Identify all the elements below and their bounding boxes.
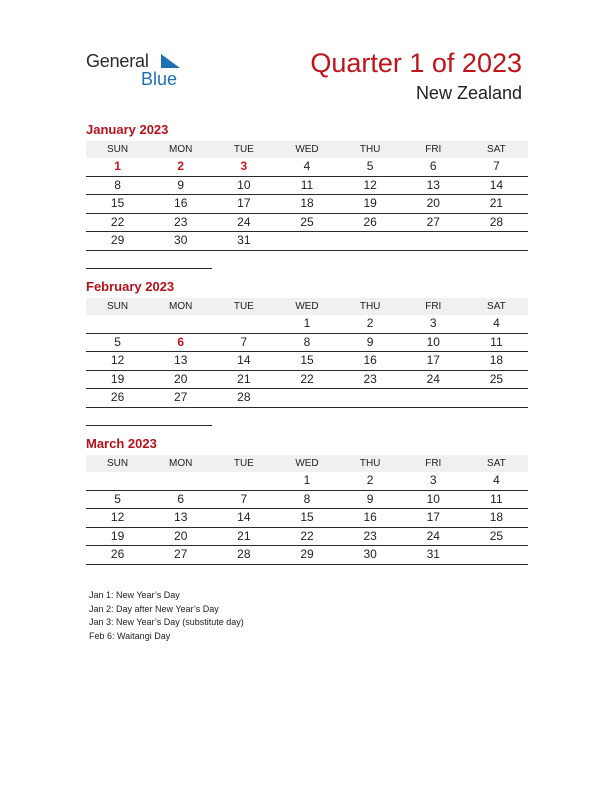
weekday-header: FRI (402, 298, 465, 315)
day-cell: 22 (275, 371, 338, 390)
day-cell: 16 (339, 352, 402, 371)
day-cell: 2 (339, 472, 402, 491)
day-cell: 17 (212, 195, 275, 214)
day-cell: 4 (465, 472, 528, 491)
day-cell: 7 (212, 334, 275, 353)
month-january (86, 121, 528, 269)
weekday-header: TUE (212, 298, 275, 315)
day-cell: 15 (275, 352, 338, 371)
day-cell: 20 (149, 371, 212, 390)
day-cell: 13 (402, 177, 465, 196)
weekday-header: SUN (86, 141, 149, 158)
day-cell: 4 (465, 315, 528, 334)
weekday-header: TUE (212, 141, 275, 158)
day-cell: 25 (465, 371, 528, 390)
day-cell: 8 (275, 334, 338, 353)
day-cell: 25 (275, 214, 338, 233)
day-cell: 1 (275, 315, 338, 334)
day-cell (212, 315, 275, 334)
day-cell: 16 (149, 195, 212, 214)
month-february (86, 278, 528, 426)
day-cell (339, 232, 402, 251)
day-cell: 16 (339, 509, 402, 528)
day-cell: 22 (86, 214, 149, 233)
holiday-day-cell: 3 (212, 158, 275, 177)
day-cell: 6 (402, 158, 465, 177)
weekday-header: WED (275, 455, 338, 472)
day-cell: 27 (149, 389, 212, 408)
weekday-header: THU (339, 141, 402, 158)
day-cell: 17 (402, 509, 465, 528)
day-cell: 24 (212, 214, 275, 233)
day-cell: 1 (275, 472, 338, 491)
day-cell (275, 389, 338, 408)
weekday-header: FRI (402, 455, 465, 472)
day-cell (275, 232, 338, 251)
day-cell: 26 (86, 546, 149, 565)
holiday-notes (89, 589, 244, 643)
page-title: Quarter 1 of 2023 (310, 48, 522, 78)
month-title: March 2023 (86, 436, 157, 451)
day-cell (86, 472, 149, 491)
day-cell: 23 (339, 371, 402, 390)
weekday-header: WED (275, 298, 338, 315)
day-cell (212, 472, 275, 491)
weekday-header: MON (149, 141, 212, 158)
calendar-grid (86, 455, 528, 565)
day-cell (86, 315, 149, 334)
day-cell: 24 (402, 528, 465, 547)
day-cell (86, 408, 149, 427)
weekday-header: SAT (465, 455, 528, 472)
day-cell: 9 (149, 177, 212, 196)
day-cell: 18 (465, 509, 528, 528)
day-cell: 26 (339, 214, 402, 233)
day-cell: 10 (402, 491, 465, 510)
day-cell: 20 (149, 528, 212, 547)
day-cell: 19 (339, 195, 402, 214)
day-cell: 21 (212, 371, 275, 390)
day-cell: 12 (86, 509, 149, 528)
calendar-grid (86, 298, 528, 426)
day-cell (465, 389, 528, 408)
weekday-header: TUE (212, 455, 275, 472)
day-cell: 18 (275, 195, 338, 214)
day-cell (149, 408, 212, 427)
day-cell: 14 (465, 177, 528, 196)
day-cell (402, 232, 465, 251)
calendar-grid (86, 141, 528, 269)
day-cell (149, 315, 212, 334)
day-cell: 14 (212, 352, 275, 371)
day-cell: 5 (339, 158, 402, 177)
day-cell (149, 251, 212, 270)
day-cell: 3 (402, 472, 465, 491)
day-cell: 11 (465, 491, 528, 510)
month-title: January 2023 (86, 122, 169, 137)
weekday-header: FRI (402, 141, 465, 158)
day-cell: 6 (149, 491, 212, 510)
day-cell: 9 (339, 491, 402, 510)
country-name: New Zealand (415, 83, 522, 103)
day-cell: 8 (275, 491, 338, 510)
day-cell: 15 (275, 509, 338, 528)
day-cell: 27 (402, 214, 465, 233)
day-cell: 10 (402, 334, 465, 353)
day-cell (465, 546, 528, 565)
day-cell (465, 232, 528, 251)
logo (86, 50, 196, 90)
day-cell: 17 (402, 352, 465, 371)
day-cell: 15 (86, 195, 149, 214)
day-cell: 30 (339, 546, 402, 565)
day-cell: 2 (339, 315, 402, 334)
holiday-day-cell: 2 (149, 158, 212, 177)
day-cell: 11 (275, 177, 338, 196)
month-title: February 2023 (86, 279, 175, 294)
day-cell: 23 (339, 528, 402, 547)
day-cell: 29 (86, 232, 149, 251)
logo-word-blue: Blue (141, 69, 178, 89)
day-cell: 25 (465, 528, 528, 547)
weekday-header: WED (275, 141, 338, 158)
holiday-note: Jan 2: Day after New Year’s Day (89, 603, 219, 614)
day-cell: 31 (402, 546, 465, 565)
weekday-header: MON (149, 455, 212, 472)
day-cell: 22 (275, 528, 338, 547)
day-cell: 24 (402, 371, 465, 390)
logo-triangle-icon (158, 54, 182, 68)
day-cell: 12 (339, 177, 402, 196)
day-cell: 3 (402, 315, 465, 334)
day-cell (339, 389, 402, 408)
day-cell: 7 (212, 491, 275, 510)
day-cell: 18 (465, 352, 528, 371)
weekday-header: THU (339, 455, 402, 472)
day-cell: 30 (149, 232, 212, 251)
weekday-header: SAT (465, 298, 528, 315)
logo-word-general: General (86, 51, 149, 71)
day-cell: 21 (465, 195, 528, 214)
day-cell: 14 (212, 509, 275, 528)
day-cell: 27 (149, 546, 212, 565)
day-cell: 4 (275, 158, 338, 177)
day-cell: 28 (212, 389, 275, 408)
day-cell: 31 (212, 232, 275, 251)
day-cell: 29 (275, 546, 338, 565)
weekday-header: SAT (465, 141, 528, 158)
day-cell: 20 (402, 195, 465, 214)
holiday-day-cell: 1 (86, 158, 149, 177)
day-cell: 13 (149, 352, 212, 371)
day-cell (86, 251, 149, 270)
day-cell: 10 (212, 177, 275, 196)
day-cell (402, 389, 465, 408)
day-cell: 7 (465, 158, 528, 177)
day-cell: 19 (86, 528, 149, 547)
day-cell: 23 (149, 214, 212, 233)
day-cell: 26 (86, 389, 149, 408)
day-cell: 8 (86, 177, 149, 196)
day-cell: 9 (339, 334, 402, 353)
day-cell: 11 (465, 334, 528, 353)
weekday-header: SUN (86, 455, 149, 472)
day-cell: 13 (149, 509, 212, 528)
weekday-header: MON (149, 298, 212, 315)
day-cell: 5 (86, 334, 149, 353)
day-cell (149, 472, 212, 491)
holiday-day-cell: 6 (149, 334, 212, 353)
weekday-header: THU (339, 298, 402, 315)
day-cell: 5 (86, 491, 149, 510)
holiday-note: Feb 6: Waitangi Day (89, 630, 171, 641)
holiday-note: Jan 3: New Year’s Day (substitute day) (89, 617, 244, 627)
day-cell: 19 (86, 371, 149, 390)
holiday-note: Jan 1: New Year’s Day (89, 590, 180, 600)
day-cell: 12 (86, 352, 149, 371)
day-cell: 28 (465, 214, 528, 233)
day-cell: 21 (212, 528, 275, 547)
month-march (86, 435, 528, 565)
day-cell: 28 (212, 546, 275, 565)
weekday-header: SUN (86, 298, 149, 315)
